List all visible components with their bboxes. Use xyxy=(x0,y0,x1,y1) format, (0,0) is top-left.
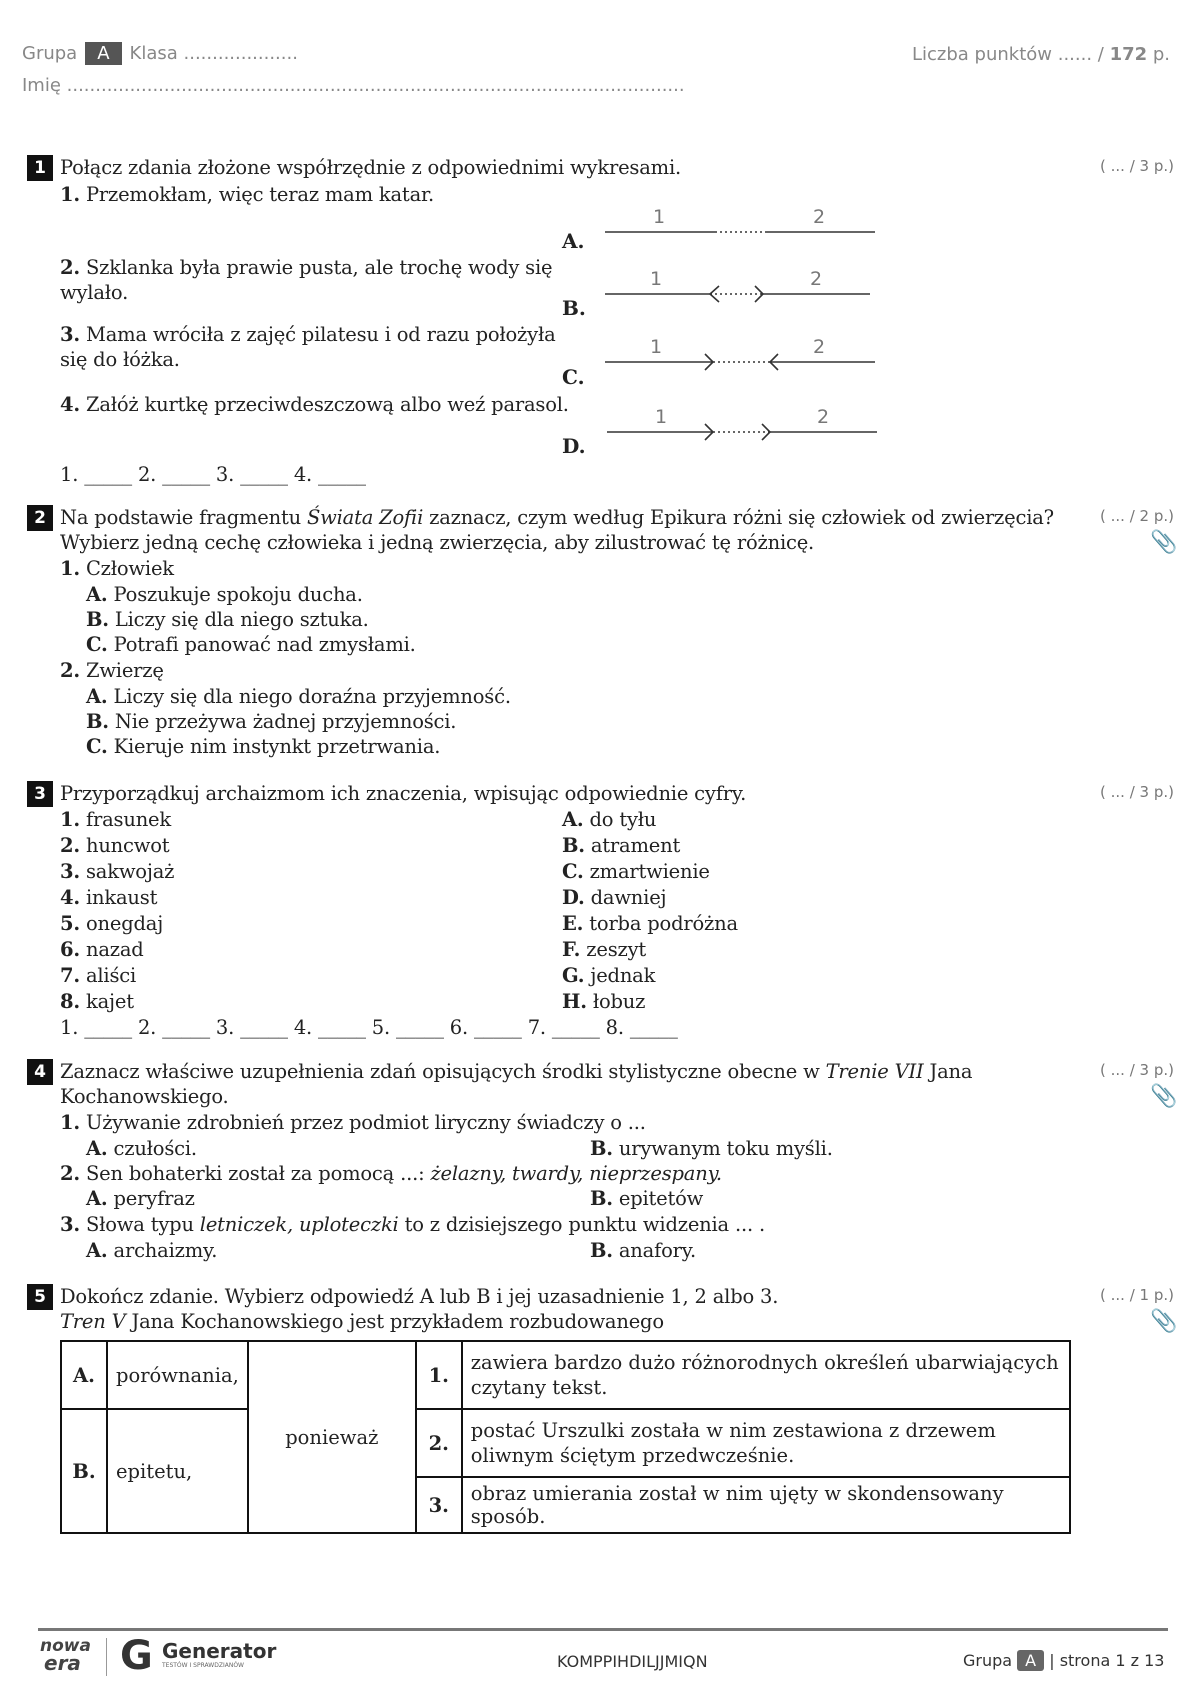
q2-option[interactable]: B. Nie przeżywa żadnej przyjemności. xyxy=(86,710,457,733)
q5-option-a[interactable]: porównania, xyxy=(107,1341,248,1409)
name-field: Imię ............................................................................................................ xyxy=(22,75,685,96)
q2-option[interactable]: C. Kieruje nim instynkt przetrwania. xyxy=(86,735,441,758)
generator-logo-icon: G xyxy=(120,1633,153,1679)
q3-answers[interactable]: 1. _____ 2. _____ 3. _____ 4. _____ 5. _____ 6. _____ 7. _____ 8. _____ xyxy=(60,1016,678,1039)
q5-prompt: Dokończ zdanie. Wybierz odpowiedź A lub B i jej uzasadnienie 1, 2 albo 3. xyxy=(60,1285,779,1308)
diagram-c-left: 1 xyxy=(650,336,663,358)
q1-item-2: 2. Szklanka była prawie pusta, ale trochę wody się wylało. xyxy=(60,256,553,304)
footer-group-label: Grupa xyxy=(963,1651,1013,1670)
q4-option[interactable]: B. anafory. xyxy=(590,1239,696,1262)
q5-reason-3[interactable]: obraz umierania został w nim ujęty w skondensowany sposób. xyxy=(462,1477,1070,1533)
q4-statement-3: 3. Słowa typu letniczek, uploteczki to z dzisiejszego punktu widzenia ... . xyxy=(60,1213,765,1236)
q2-prompt: Na podstawie fragmentu Świata Zofii zaznacz, czym według Epikura różni się człowiek od zwierzęcia? xyxy=(60,506,1054,529)
q1-item-3: 3. Mama wróciła z zajęć pilatesu i od razu położyła się do łóżka. xyxy=(60,323,556,371)
q5-points: ( ... / 1 p.) xyxy=(1100,1286,1174,1304)
q4-prompt-2: Kochanowskiego. xyxy=(60,1085,229,1108)
q5-reason-1-key[interactable]: 1. xyxy=(416,1341,462,1409)
document-code: KOMPPIHDILJJMIQN xyxy=(557,1652,708,1671)
footer-rule xyxy=(38,1628,1168,1631)
q5-prompt-2: Tren V Jana Kochanowskiego jest przykładem rozbudowanego xyxy=(60,1310,664,1333)
q2-option[interactable]: C. Potrafi panować nad zmysłami. xyxy=(86,633,416,656)
q1-points: ( ... / 3 p.) xyxy=(1100,157,1174,175)
points-total: 172 xyxy=(1109,44,1148,65)
q4-statement-2: 2. Sen bohaterki został za pomocą ...: żelazny, twardy, nieprzespany. xyxy=(60,1162,722,1185)
diagram-c-right: 2 xyxy=(813,336,826,358)
page-number: | strona 1 z 13 xyxy=(1049,1651,1165,1670)
q1-diagram-b-label: B. xyxy=(562,296,586,320)
list-item: F. zeszyt xyxy=(562,938,647,961)
q1-prompt: Połącz zdania złożone współrzędnie z odpowiednimi wykresami. xyxy=(60,156,681,179)
q4-prompt: Zaznacz właściwe uzupełnienia zdań opisujących środki stylistyczne obecne w Trenie VII Jana xyxy=(60,1060,973,1083)
list-item: 2. huncwot xyxy=(60,834,170,857)
diagram-b xyxy=(605,286,870,302)
q3-points: ( ... / 3 p.) xyxy=(1100,783,1174,801)
q2-option[interactable]: A. Poszukuje spokoju ducha. xyxy=(86,583,363,606)
list-item: 7. aliści xyxy=(60,964,137,987)
points-label: Liczba punktów ...... / xyxy=(912,44,1110,65)
q1-number: 1 xyxy=(27,155,53,181)
q1-diagrams xyxy=(595,200,895,460)
q5-number: 5 xyxy=(27,1284,53,1310)
q5-option-b[interactable]: epitetu, xyxy=(107,1409,248,1533)
q4-statement-1: 1. Używanie zdrobnień przez podmiot liryczny świadczy o ... xyxy=(60,1111,646,1134)
list-item: 1. frasunek xyxy=(60,808,172,831)
q4-points: ( ... / 3 p.) xyxy=(1100,1061,1174,1079)
points-unit: p. xyxy=(1147,44,1171,65)
q3-left-list xyxy=(60,807,174,1015)
q2-option[interactable]: A. Liczy się dla niego doraźna przyjemność. xyxy=(86,685,511,708)
points-field xyxy=(912,44,1170,65)
q1-diagram-d-label: D. xyxy=(562,434,586,458)
footer-group-badge: A xyxy=(1017,1650,1044,1671)
list-item: 4. inkaust xyxy=(60,886,158,909)
diagram-c xyxy=(605,354,875,370)
diagram-d-right: 2 xyxy=(817,406,830,428)
q5-option-b-key[interactable]: B. xyxy=(61,1409,107,1533)
class-field: Klasa .................... xyxy=(129,43,298,64)
list-item: 6. nazad xyxy=(60,938,144,961)
q2-number: 2 xyxy=(27,505,53,531)
generator-logo-text: Generator TESTÓW I SPRAWDZIANÓW xyxy=(162,1639,277,1669)
q4-option[interactable]: B. urywanym toku myśli. xyxy=(590,1137,833,1160)
list-item: B. atrament xyxy=(562,834,681,857)
q5-reason-2[interactable]: postać Urszulki została w nim zestawiona z drzewem oliwnym ściętym przedwcześnie. xyxy=(462,1409,1070,1477)
list-item: E. torba podróżna xyxy=(562,912,738,935)
list-item: G. jednak xyxy=(562,964,656,987)
q5-answer-table xyxy=(60,1340,1071,1534)
q5-reason-2-key[interactable]: 2. xyxy=(416,1409,462,1477)
attachment-icon: 📎 xyxy=(1150,530,1178,555)
q4-number: 4 xyxy=(27,1059,53,1085)
q5-option-a-key[interactable]: A. xyxy=(61,1341,107,1409)
group-field xyxy=(22,42,298,65)
q3-prompt: Przyporządkuj archaizmom ich znaczenia, wpisując odpowiednie cyfry. xyxy=(60,782,747,805)
q3-number: 3 xyxy=(27,781,53,807)
list-item: A. do tyłu xyxy=(562,808,657,831)
diagram-a-left: 1 xyxy=(653,206,666,228)
list-item: C. zmartwienie xyxy=(562,860,710,883)
q2-prompt-2: Wybierz jedną cechę człowieka i jedną zwierzęcia, aby zilustrować tę różnicę. xyxy=(60,531,815,554)
diagram-b-left: 1 xyxy=(650,268,663,290)
diagram-a-right: 2 xyxy=(813,206,826,228)
q3-right-list xyxy=(562,807,738,1015)
list-item: H. łobuz xyxy=(562,990,646,1013)
list-item: 8. kajet xyxy=(60,990,134,1013)
q5-reason-1[interactable]: zawiera bardzo dużo różnorodnych określeń ubarwiających czytany tekst. xyxy=(462,1341,1070,1409)
q2-option[interactable]: B. Liczy się dla niego sztuka. xyxy=(86,608,369,631)
group-label: Grupa xyxy=(22,43,78,64)
q2-group-1: 1. Człowiek xyxy=(60,557,174,580)
list-item: D. dawniej xyxy=(562,886,667,909)
diagram-d xyxy=(607,424,877,440)
q1-diagram-c-label: C. xyxy=(562,365,585,389)
q4-option[interactable]: B. epitetów xyxy=(590,1187,704,1210)
q2-group-2: 2. Zwierzę xyxy=(60,659,164,682)
footer-page-info xyxy=(963,1650,1164,1671)
q5-reason-3-key[interactable]: 3. xyxy=(416,1477,462,1533)
q4-option[interactable]: A. czułości. xyxy=(86,1137,197,1160)
logo-divider xyxy=(106,1638,107,1676)
diagram-b-right: 2 xyxy=(810,268,823,290)
q1-item-4: 4. Załóż kurtkę przeciwdeszczową albo weź parasol. xyxy=(60,393,569,416)
q5-because: ponieważ xyxy=(248,1341,416,1533)
q2-points: ( ... / 2 p.) xyxy=(1100,507,1174,525)
nowa-era-logo: nowa era xyxy=(40,1636,91,1675)
diagram-d-left: 1 xyxy=(655,406,668,428)
attachment-icon: 📎 xyxy=(1150,1309,1178,1334)
list-item: 3. sakwojaż xyxy=(60,860,175,883)
list-item: 5. onegdaj xyxy=(60,912,164,935)
group-badge: A xyxy=(85,42,121,65)
q1-item-1: 1. Przemokłam, więc teraz mam katar. xyxy=(60,183,434,206)
q4-option[interactable]: A. peryfraz xyxy=(86,1187,195,1210)
q1-answers[interactable]: 1. _____ 2. _____ 3. _____ 4. _____ xyxy=(60,463,366,486)
q4-option[interactable]: A. archaizmy. xyxy=(86,1239,218,1262)
attachment-icon: 📎 xyxy=(1150,1084,1178,1109)
q1-diagram-a-label: A. xyxy=(562,229,585,253)
